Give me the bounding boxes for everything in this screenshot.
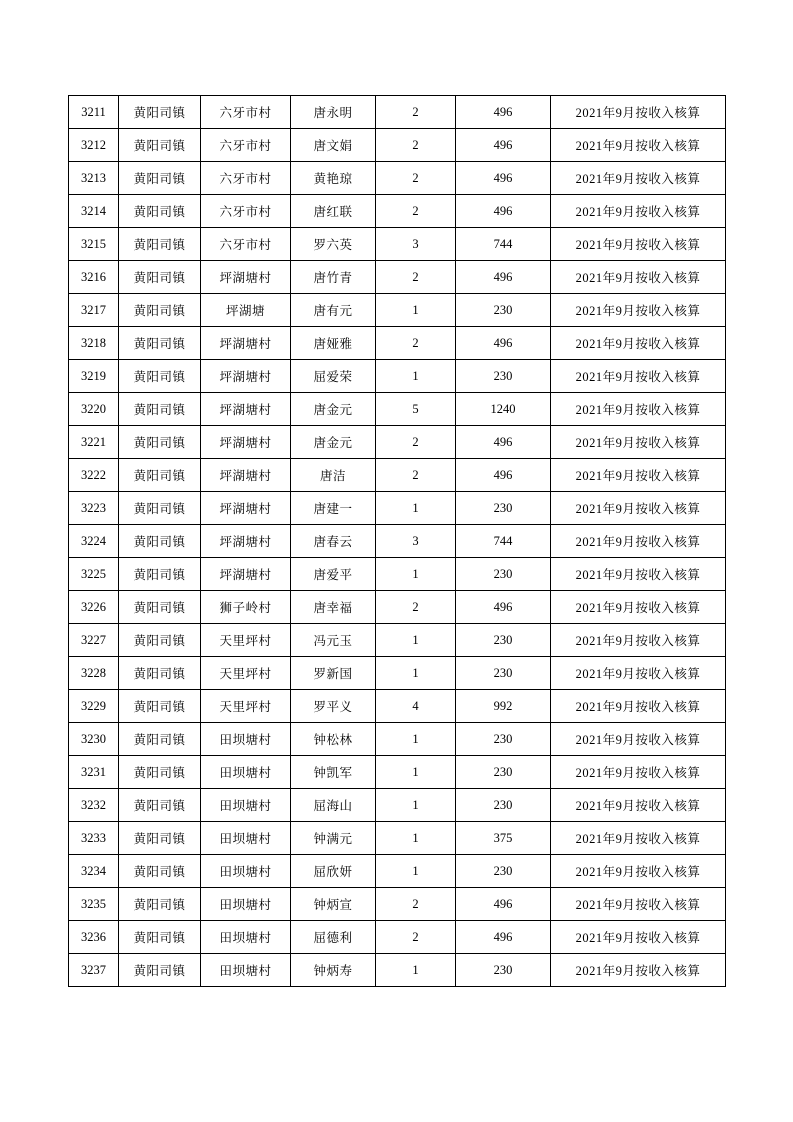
table-row — [69, 459, 726, 492]
count-cell: 1 — [376, 657, 456, 690]
amount-cell: 230 — [456, 723, 551, 756]
row-id-cell: 3232 — [69, 789, 119, 822]
count-cell: 1 — [376, 855, 456, 888]
person-name-cell: 唐娅雅 — [291, 327, 376, 360]
count-cell: 2 — [376, 591, 456, 624]
row-id-cell: 3236 — [69, 921, 119, 954]
count-cell: 1 — [376, 789, 456, 822]
village-cell: 天里坪村 — [201, 624, 291, 657]
person-name-cell: 唐幸福 — [291, 591, 376, 624]
village-cell: 田坝塘村 — [201, 921, 291, 954]
village-cell: 田坝塘村 — [201, 756, 291, 789]
amount-cell: 496 — [456, 261, 551, 294]
table-row — [69, 525, 726, 558]
person-name-cell: 钟满元 — [291, 822, 376, 855]
count-cell: 2 — [376, 96, 456, 129]
amount-cell: 744 — [456, 525, 551, 558]
table-row — [69, 96, 726, 129]
row-id-cell: 3226 — [69, 591, 119, 624]
town-cell: 黄阳司镇 — [119, 723, 201, 756]
note-cell: 2021年9月按收入核算 — [551, 327, 726, 360]
count-cell: 2 — [376, 426, 456, 459]
row-id-cell: 3224 — [69, 525, 119, 558]
village-cell: 田坝塘村 — [201, 789, 291, 822]
person-name-cell: 罗六英 — [291, 228, 376, 261]
town-cell: 黄阳司镇 — [119, 459, 201, 492]
count-cell: 3 — [376, 228, 456, 261]
village-cell: 天里坪村 — [201, 657, 291, 690]
village-cell: 田坝塘村 — [201, 855, 291, 888]
note-cell: 2021年9月按收入核算 — [551, 426, 726, 459]
count-cell: 4 — [376, 690, 456, 723]
count-cell: 2 — [376, 921, 456, 954]
amount-cell: 496 — [456, 591, 551, 624]
note-cell: 2021年9月按收入核算 — [551, 921, 726, 954]
note-cell: 2021年9月按收入核算 — [551, 855, 726, 888]
count-cell: 5 — [376, 393, 456, 426]
town-cell: 黄阳司镇 — [119, 756, 201, 789]
person-name-cell: 钟松林 — [291, 723, 376, 756]
note-cell: 2021年9月按收入核算 — [551, 822, 726, 855]
table-row — [69, 822, 726, 855]
village-cell: 坪湖塘村 — [201, 492, 291, 525]
count-cell: 1 — [376, 558, 456, 591]
records-table-body — [69, 96, 726, 987]
table-row — [69, 756, 726, 789]
town-cell: 黄阳司镇 — [119, 360, 201, 393]
note-cell: 2021年9月按收入核算 — [551, 393, 726, 426]
note-cell: 2021年9月按收入核算 — [551, 591, 726, 624]
row-id-cell: 3229 — [69, 690, 119, 723]
village-cell: 坪湖塘村 — [201, 261, 291, 294]
note-cell: 2021年9月按收入核算 — [551, 294, 726, 327]
town-cell: 黄阳司镇 — [119, 789, 201, 822]
row-id-cell: 3230 — [69, 723, 119, 756]
row-id-cell: 3237 — [69, 954, 119, 987]
row-id-cell: 3211 — [69, 96, 119, 129]
town-cell: 黄阳司镇 — [119, 591, 201, 624]
amount-cell: 230 — [456, 789, 551, 822]
row-id-cell: 3225 — [69, 558, 119, 591]
amount-cell: 230 — [456, 756, 551, 789]
person-name-cell: 屈欣妍 — [291, 855, 376, 888]
town-cell: 黄阳司镇 — [119, 492, 201, 525]
records-table — [68, 95, 726, 987]
person-name-cell: 罗新国 — [291, 657, 376, 690]
note-cell: 2021年9月按收入核算 — [551, 723, 726, 756]
table-row — [69, 558, 726, 591]
village-cell: 田坝塘村 — [201, 723, 291, 756]
person-name-cell: 钟炳宣 — [291, 888, 376, 921]
table-row — [69, 129, 726, 162]
row-id-cell: 3222 — [69, 459, 119, 492]
note-cell: 2021年9月按收入核算 — [551, 162, 726, 195]
count-cell: 1 — [376, 294, 456, 327]
count-cell: 1 — [376, 822, 456, 855]
village-cell: 坪湖塘村 — [201, 360, 291, 393]
table-row — [69, 954, 726, 987]
count-cell: 1 — [376, 624, 456, 657]
table-row — [69, 261, 726, 294]
person-name-cell: 冯元玉 — [291, 624, 376, 657]
row-id-cell: 3215 — [69, 228, 119, 261]
amount-cell: 230 — [456, 855, 551, 888]
amount-cell: 230 — [456, 657, 551, 690]
village-cell: 坪湖塘村 — [201, 426, 291, 459]
town-cell: 黄阳司镇 — [119, 96, 201, 129]
table-row — [69, 657, 726, 690]
note-cell: 2021年9月按收入核算 — [551, 954, 726, 987]
row-id-cell: 3212 — [69, 129, 119, 162]
amount-cell: 744 — [456, 228, 551, 261]
town-cell: 黄阳司镇 — [119, 855, 201, 888]
village-cell: 坪湖塘村 — [201, 459, 291, 492]
town-cell: 黄阳司镇 — [119, 294, 201, 327]
count-cell: 2 — [376, 195, 456, 228]
table-row — [69, 195, 726, 228]
amount-cell: 992 — [456, 690, 551, 723]
table-row — [69, 294, 726, 327]
amount-cell: 375 — [456, 822, 551, 855]
note-cell: 2021年9月按收入核算 — [551, 96, 726, 129]
table-row — [69, 855, 726, 888]
amount-cell: 230 — [456, 624, 551, 657]
row-id-cell: 3216 — [69, 261, 119, 294]
row-id-cell: 3214 — [69, 195, 119, 228]
row-id-cell: 3234 — [69, 855, 119, 888]
note-cell: 2021年9月按收入核算 — [551, 789, 726, 822]
row-id-cell: 3235 — [69, 888, 119, 921]
village-cell: 天里坪村 — [201, 690, 291, 723]
amount-cell: 230 — [456, 294, 551, 327]
town-cell: 黄阳司镇 — [119, 228, 201, 261]
person-name-cell: 唐竹青 — [291, 261, 376, 294]
village-cell: 坪湖塘村 — [201, 327, 291, 360]
table-row — [69, 591, 726, 624]
person-name-cell: 唐金元 — [291, 393, 376, 426]
amount-cell: 496 — [456, 459, 551, 492]
village-cell: 田坝塘村 — [201, 822, 291, 855]
town-cell: 黄阳司镇 — [119, 426, 201, 459]
person-name-cell: 黄艳琼 — [291, 162, 376, 195]
row-id-cell: 3223 — [69, 492, 119, 525]
amount-cell: 230 — [456, 558, 551, 591]
row-id-cell: 3233 — [69, 822, 119, 855]
person-name-cell: 唐爱平 — [291, 558, 376, 591]
town-cell: 黄阳司镇 — [119, 261, 201, 294]
person-name-cell: 唐金元 — [291, 426, 376, 459]
note-cell: 2021年9月按收入核算 — [551, 360, 726, 393]
village-cell: 田坝塘村 — [201, 888, 291, 921]
row-id-cell: 3231 — [69, 756, 119, 789]
table-row — [69, 426, 726, 459]
table-row — [69, 162, 726, 195]
town-cell: 黄阳司镇 — [119, 624, 201, 657]
count-cell: 1 — [376, 723, 456, 756]
note-cell: 2021年9月按收入核算 — [551, 690, 726, 723]
village-cell: 六牙市村 — [201, 162, 291, 195]
person-name-cell: 唐春云 — [291, 525, 376, 558]
count-cell: 1 — [376, 492, 456, 525]
person-name-cell: 钟炳寿 — [291, 954, 376, 987]
person-name-cell: 唐有元 — [291, 294, 376, 327]
town-cell: 黄阳司镇 — [119, 822, 201, 855]
note-cell: 2021年9月按收入核算 — [551, 228, 726, 261]
amount-cell: 496 — [456, 129, 551, 162]
row-id-cell: 3213 — [69, 162, 119, 195]
table-row — [69, 723, 726, 756]
table-row — [69, 393, 726, 426]
person-name-cell: 唐红联 — [291, 195, 376, 228]
count-cell: 1 — [376, 360, 456, 393]
town-cell: 黄阳司镇 — [119, 129, 201, 162]
town-cell: 黄阳司镇 — [119, 954, 201, 987]
row-id-cell: 3219 — [69, 360, 119, 393]
note-cell: 2021年9月按收入核算 — [551, 756, 726, 789]
person-name-cell: 屈德利 — [291, 921, 376, 954]
table-row — [69, 228, 726, 261]
village-cell: 六牙市村 — [201, 195, 291, 228]
village-cell: 坪湖塘村 — [201, 525, 291, 558]
person-name-cell: 唐文娟 — [291, 129, 376, 162]
note-cell: 2021年9月按收入核算 — [551, 558, 726, 591]
amount-cell: 496 — [456, 327, 551, 360]
table-row — [69, 327, 726, 360]
count-cell: 2 — [376, 162, 456, 195]
row-id-cell: 3220 — [69, 393, 119, 426]
town-cell: 黄阳司镇 — [119, 195, 201, 228]
amount-cell: 496 — [456, 921, 551, 954]
town-cell: 黄阳司镇 — [119, 888, 201, 921]
village-cell: 坪湖塘 — [201, 294, 291, 327]
person-name-cell: 屈爱荣 — [291, 360, 376, 393]
count-cell: 1 — [376, 954, 456, 987]
person-name-cell: 唐建一 — [291, 492, 376, 525]
town-cell: 黄阳司镇 — [119, 690, 201, 723]
village-cell: 六牙市村 — [201, 129, 291, 162]
amount-cell: 496 — [456, 888, 551, 921]
table-row — [69, 624, 726, 657]
count-cell: 2 — [376, 261, 456, 294]
note-cell: 2021年9月按收入核算 — [551, 129, 726, 162]
count-cell: 2 — [376, 459, 456, 492]
count-cell: 3 — [376, 525, 456, 558]
note-cell: 2021年9月按收入核算 — [551, 195, 726, 228]
village-cell: 田坝塘村 — [201, 954, 291, 987]
note-cell: 2021年9月按收入核算 — [551, 459, 726, 492]
table-row — [69, 888, 726, 921]
note-cell: 2021年9月按收入核算 — [551, 657, 726, 690]
person-name-cell: 唐洁 — [291, 459, 376, 492]
amount-cell: 1240 — [456, 393, 551, 426]
village-cell: 坪湖塘村 — [201, 558, 291, 591]
town-cell: 黄阳司镇 — [119, 657, 201, 690]
table-row — [69, 360, 726, 393]
town-cell: 黄阳司镇 — [119, 393, 201, 426]
count-cell: 2 — [376, 327, 456, 360]
table-row — [69, 789, 726, 822]
table-row — [69, 921, 726, 954]
row-id-cell: 3218 — [69, 327, 119, 360]
note-cell: 2021年9月按收入核算 — [551, 888, 726, 921]
person-name-cell: 唐永明 — [291, 96, 376, 129]
row-id-cell: 3228 — [69, 657, 119, 690]
village-cell: 狮子岭村 — [201, 591, 291, 624]
note-cell: 2021年9月按收入核算 — [551, 525, 726, 558]
count-cell: 2 — [376, 888, 456, 921]
person-name-cell: 罗平义 — [291, 690, 376, 723]
count-cell: 1 — [376, 756, 456, 789]
note-cell: 2021年9月按收入核算 — [551, 261, 726, 294]
table-row — [69, 492, 726, 525]
count-cell: 2 — [376, 129, 456, 162]
note-cell: 2021年9月按收入核算 — [551, 624, 726, 657]
amount-cell: 230 — [456, 954, 551, 987]
note-cell: 2021年9月按收入核算 — [551, 492, 726, 525]
amount-cell: 230 — [456, 492, 551, 525]
row-id-cell: 3227 — [69, 624, 119, 657]
town-cell: 黄阳司镇 — [119, 327, 201, 360]
amount-cell: 496 — [456, 162, 551, 195]
amount-cell: 230 — [456, 360, 551, 393]
amount-cell: 496 — [456, 96, 551, 129]
table-row — [69, 690, 726, 723]
town-cell: 黄阳司镇 — [119, 921, 201, 954]
row-id-cell: 3221 — [69, 426, 119, 459]
town-cell: 黄阳司镇 — [119, 558, 201, 591]
town-cell: 黄阳司镇 — [119, 162, 201, 195]
row-id-cell: 3217 — [69, 294, 119, 327]
village-cell: 坪湖塘村 — [201, 393, 291, 426]
person-name-cell: 钟凯军 — [291, 756, 376, 789]
amount-cell: 496 — [456, 426, 551, 459]
person-name-cell: 屈海山 — [291, 789, 376, 822]
amount-cell: 496 — [456, 195, 551, 228]
town-cell: 黄阳司镇 — [119, 525, 201, 558]
village-cell: 六牙市村 — [201, 96, 291, 129]
village-cell: 六牙市村 — [201, 228, 291, 261]
